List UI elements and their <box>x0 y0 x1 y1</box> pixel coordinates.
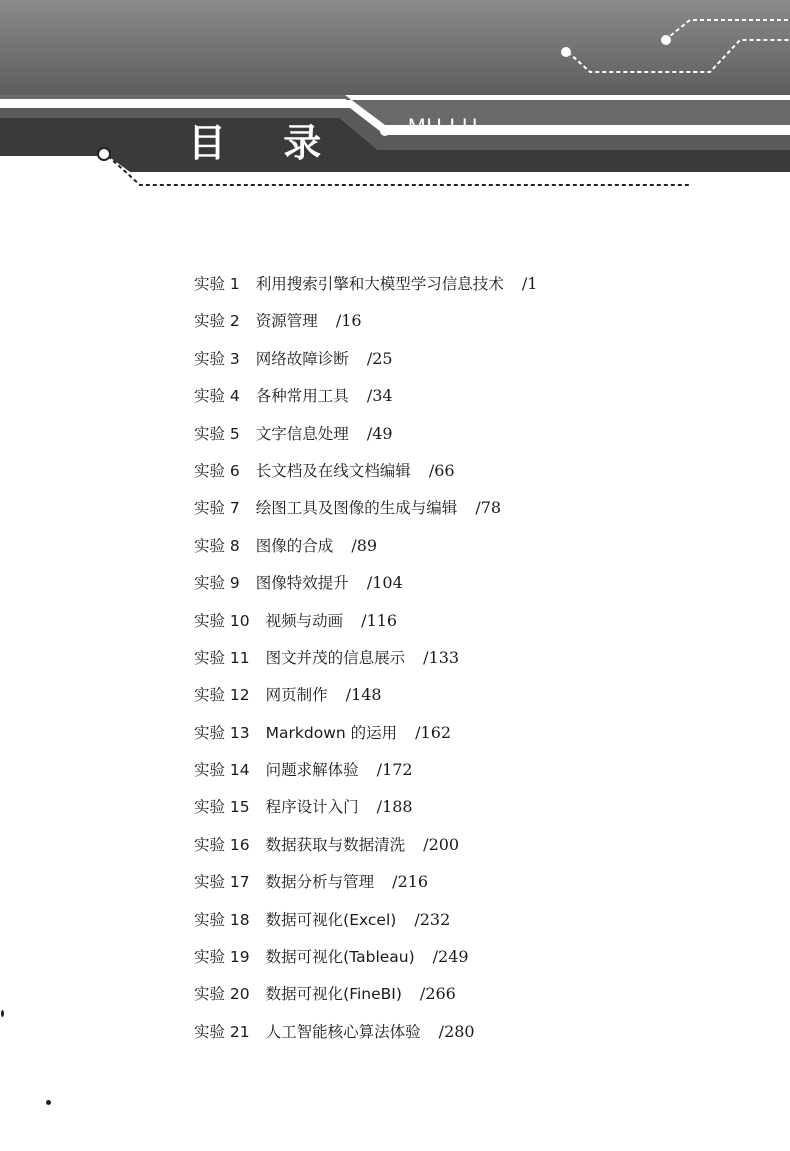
toc-page: /162 <box>415 722 452 742</box>
toc-entry[interactable] <box>194 681 537 718</box>
toc-label: 实验 17 <box>194 873 250 892</box>
toc-label: 实验 4 <box>194 387 240 406</box>
toc-entry[interactable] <box>194 345 537 382</box>
toc-title: Markdown 的运用 <box>265 723 398 742</box>
toc-label: 实验 1 <box>194 275 240 293</box>
toc-entry[interactable] <box>194 569 537 606</box>
toc-page: /188 <box>376 797 413 817</box>
toc-entry[interactable] <box>194 420 537 457</box>
toc-entry[interactable] <box>194 270 537 307</box>
toc-entry[interactable] <box>194 307 537 344</box>
toc-title: 各种常用工具 <box>255 387 349 406</box>
toc-page: /148 <box>345 685 382 705</box>
toc-label: 实验 7 <box>194 499 240 518</box>
toc-title: 网页制作 <box>265 686 328 705</box>
toc-page: /116 <box>361 610 398 630</box>
toc-title: 图像特效提升 <box>255 574 349 593</box>
scan-speck <box>1 1010 4 1017</box>
toc-title: 问题求解体验 <box>265 761 359 780</box>
toc-page: /172 <box>376 760 413 780</box>
toc-title: 数据获取与数据清洗 <box>265 835 406 854</box>
toc-title: 数据分析与管理 <box>265 873 375 892</box>
toc-label: 实验 13 <box>194 723 250 742</box>
toc-entry[interactable] <box>194 382 537 419</box>
toc-page: /78 <box>475 498 502 518</box>
toc-entry[interactable] <box>194 756 537 793</box>
toc-page: /280 <box>438 1021 475 1041</box>
toc-page: /16 <box>335 311 362 331</box>
toc-page: /232 <box>414 909 451 929</box>
toc-page: /104 <box>366 573 403 593</box>
toc-page: /133 <box>423 647 460 667</box>
toc-title: 文字信息处理 <box>255 424 349 443</box>
scan-speck <box>46 1100 51 1105</box>
toc-label: 实验 19 <box>194 948 250 967</box>
toc-title: 数据可视化(FineBI) <box>265 985 402 1004</box>
toc-entry[interactable] <box>194 793 537 830</box>
toc-label: 实验 5 <box>194 424 240 443</box>
toc-entry[interactable] <box>194 980 537 1017</box>
toc-page: /266 <box>419 984 456 1004</box>
toc-title: 数据可视化(Excel) <box>265 910 397 929</box>
toc-title: 程序设计入门 <box>265 798 359 817</box>
toc-entry[interactable] <box>194 457 537 494</box>
toc-entry[interactable] <box>194 906 537 943</box>
toc-label: 实验 11 <box>194 648 250 667</box>
toc-label: 实验 8 <box>194 536 240 555</box>
page-header <box>0 0 790 200</box>
toc-page: /89 <box>351 535 378 555</box>
toc-label: 实验 15 <box>194 798 250 817</box>
toc-label: 实验 2 <box>194 312 240 331</box>
toc-page: /66 <box>428 460 455 480</box>
toc-title: 网络故障诊断 <box>255 349 349 368</box>
toc-entry[interactable] <box>194 644 537 681</box>
toc-label: 实验 12 <box>194 686 250 705</box>
toc-title: 利用搜索引擎和大模型学习信息技术 <box>255 275 504 293</box>
toc-entry[interactable] <box>194 868 537 905</box>
toc-title: 图像的合成 <box>255 536 334 555</box>
toc-label: 实验 18 <box>194 910 250 929</box>
toc-label: 实验 21 <box>194 1022 250 1041</box>
toc-entry[interactable] <box>194 719 537 756</box>
toc-title: 数据可视化(Tableau) <box>265 948 415 967</box>
toc-label: 实验 9 <box>194 574 240 593</box>
toc-entry[interactable] <box>194 532 537 569</box>
toc-entry[interactable] <box>194 1018 537 1055</box>
toc-label: 实验 3 <box>194 349 240 368</box>
toc-label: 实验 14 <box>194 761 250 780</box>
toc-page: /216 <box>392 872 429 892</box>
toc-label: 实验 10 <box>194 611 250 630</box>
toc-page: /249 <box>432 947 469 967</box>
toc-label: 实验 20 <box>194 985 250 1004</box>
page-subtitle: MU LU <box>408 115 479 138</box>
toc-title: 资源管理 <box>255 312 318 331</box>
toc-title: 绘图工具及图像的生成与编辑 <box>255 499 458 518</box>
toc-entry[interactable] <box>194 494 537 531</box>
table-of-contents <box>194 270 537 1055</box>
toc-page: /1 <box>521 274 538 293</box>
toc-page: /49 <box>366 423 393 443</box>
toc-entry[interactable] <box>194 943 537 980</box>
toc-page: /25 <box>366 348 393 368</box>
toc-title: 人工智能核心算法体验 <box>265 1022 421 1041</box>
toc-entry[interactable] <box>194 831 537 868</box>
toc-title: 长文档及在线文档编辑 <box>255 461 411 480</box>
toc-title: 视频与动画 <box>265 611 344 630</box>
toc-page: /200 <box>423 834 460 854</box>
toc-label: 实验 16 <box>194 835 250 854</box>
page-title: 目 录 <box>188 121 344 165</box>
toc-title: 图文并茂的信息展示 <box>265 648 406 667</box>
header-banner-graphic <box>0 0 790 200</box>
toc-entry[interactable] <box>194 607 537 644</box>
toc-label: 实验 6 <box>194 461 240 480</box>
toc-page: /34 <box>366 386 393 406</box>
